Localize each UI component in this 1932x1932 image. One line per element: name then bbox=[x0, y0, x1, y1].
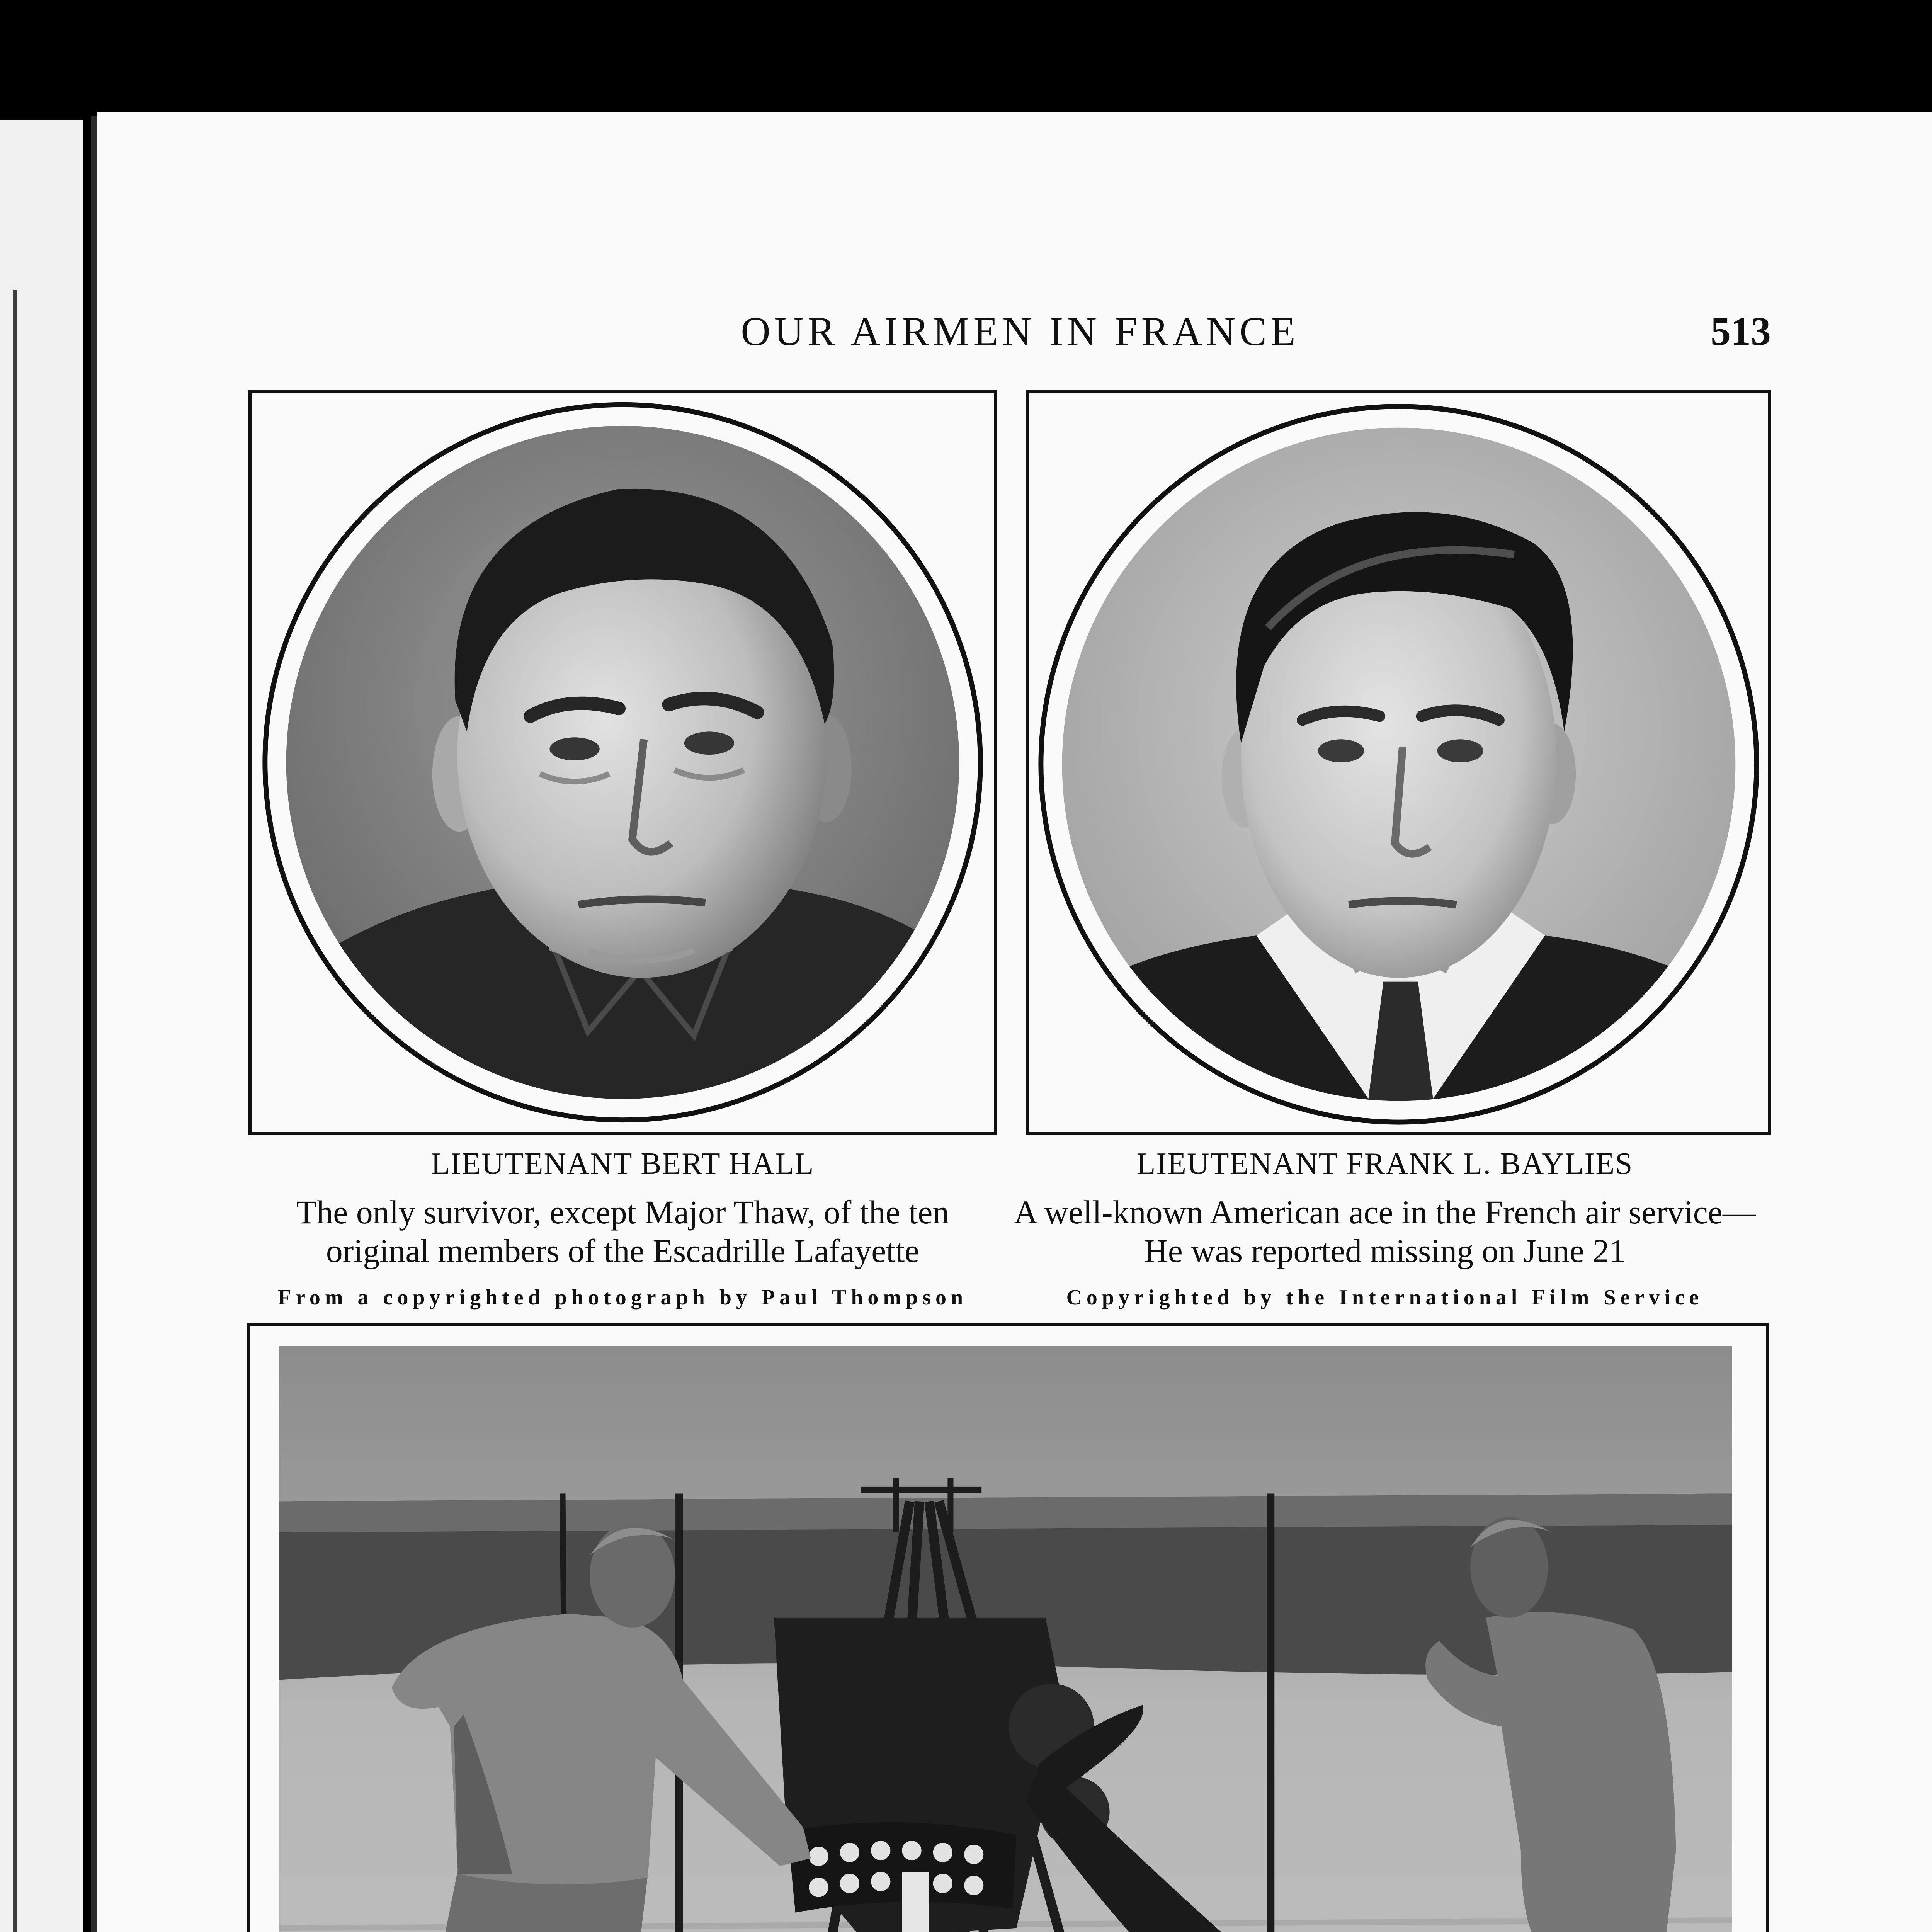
running-head: OUR AIRMEN IN FRANCE bbox=[741, 309, 1299, 354]
caption-line: A well-known American ace in the French air service— bbox=[1014, 1194, 1756, 1231]
caption-title-left bbox=[248, 1145, 997, 1183]
caption-title-right bbox=[997, 1145, 1773, 1183]
caption-title-text: LIEUTENANT BERT HALL bbox=[431, 1147, 815, 1181]
portrait-image bbox=[1029, 393, 1768, 1132]
radiator-plate bbox=[787, 1822, 1016, 1913]
photo-credit-text: From a copyrighted photograph by Paul Thompson bbox=[277, 1286, 968, 1310]
caption-line: The only survivor, except Major Thaw, of the ten bbox=[296, 1194, 949, 1231]
facing-page-edge bbox=[0, 120, 83, 1932]
portrait-photo-left bbox=[252, 393, 994, 1132]
photo-large-image bbox=[279, 1346, 1732, 1932]
photo-credit-left bbox=[248, 1284, 997, 1311]
portrait-photo-right bbox=[1029, 393, 1768, 1132]
page-number: 513 bbox=[1711, 309, 1771, 354]
portrait-frame-right bbox=[1026, 390, 1771, 1135]
photo-credit-right bbox=[997, 1284, 1773, 1311]
portrait-frame-left bbox=[248, 390, 997, 1135]
caption-description-right bbox=[997, 1193, 1773, 1270]
caption-line: original members of the Escadrille Lafayette bbox=[326, 1232, 920, 1269]
facing-page-rule bbox=[13, 290, 17, 1932]
caption-line: He was reported missing on June 21 bbox=[1144, 1232, 1626, 1269]
caption-title-text: LIEUTENANT FRANK L. BAYLIES bbox=[1136, 1147, 1633, 1181]
caption-description-left bbox=[248, 1193, 997, 1270]
photo-large bbox=[279, 1346, 1732, 1932]
portrait-image bbox=[252, 393, 994, 1131]
photo-credit-text: Copyrighted by the International Film Service bbox=[1066, 1286, 1704, 1310]
